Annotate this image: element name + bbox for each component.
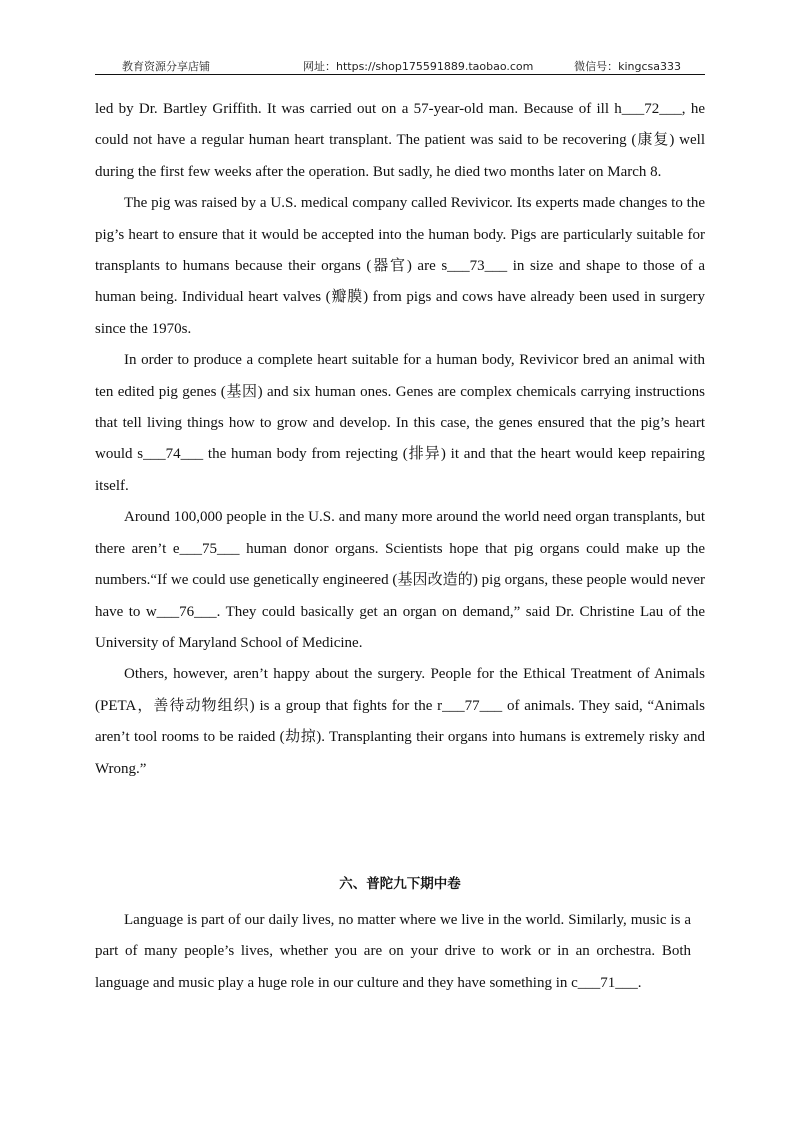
paragraph-revivicor: The pig was raised by a U.S. medical company called Revivicor. Its experts made changes to the pig’s heart to ensure that it would be accepted into the human body. Pigs are particularly suitable for transplants to humans because their organs (器官) are s___73___ in size and shape to those of a human being. Individual heart valves (瓣膜) from pigs and cows have already been used in surgery since the 1970s. [95, 195, 705, 337]
paragraph-language-music: Language is part of our daily lives, no matter where we live in the world. Similarly, music is a part of many people’s lives, whether you are on your drive to work or in an orchestra. Both language and music play a huge role in our culture and they have something in c___71___. [95, 912, 691, 991]
header-divider [95, 74, 705, 75]
paragraph-donor-organs: Around 100,000 people in the U.S. and many more around the world need organ transplants, but there aren’t e___75___ human donor organs. Scientists hope that pig organs could make up the numbers.“If we could use genetically engineered (基因改造的) pig organs, these people would never have to w___76___. They could basically get an organ on demand,” said Dr. Christine Lau of the University of Maryland School of Medicine. [95, 509, 705, 651]
passage-one [95, 94, 705, 785]
header-wechat: 微信号：kingcsa333 [574, 60, 681, 73]
header-url: 网址：https://shop175591889.taobao.com [303, 60, 534, 73]
paragraph-genes: In order to produce a complete heart suitable for a human body, Revivicor bred an animal with ten edited pig genes (基因) and six human ones. Genes are complex chemicals carrying instructions that tell living things how to grow and develop. In this case, the genes ensured that the pig’s heart would s___74___ the human body from rejecting (排异) it and that the heart would keep repairing itself. [95, 352, 705, 494]
paragraph-continuation: led by Dr. Bartley Griffith. It was carried out on a 57-year-old man. Because of ill h___72___, he could not have a regular human heart transplant. The patient was said to be recovering (康复) well during the first few weeks after the operation. But sadly, he died two months later on March 8. [95, 101, 705, 180]
header-shop-name: 教育资源分享店铺 [122, 60, 210, 73]
passage-two [95, 905, 691, 999]
paragraph-peta: Others, however, aren’t happy about the surgery. People for the Ethical Treatment of Animals (PETA，善待动物组织) is a group that fights for the r___77___ of animals. They said, “Animals aren’t tool rooms to be raided (劫掠). Transplanting their organs into humans is extremely risky and Wrong.” [95, 666, 705, 777]
section-title: 六、普陀九下期中卷 [339, 876, 461, 892]
page-header [95, 56, 705, 76]
